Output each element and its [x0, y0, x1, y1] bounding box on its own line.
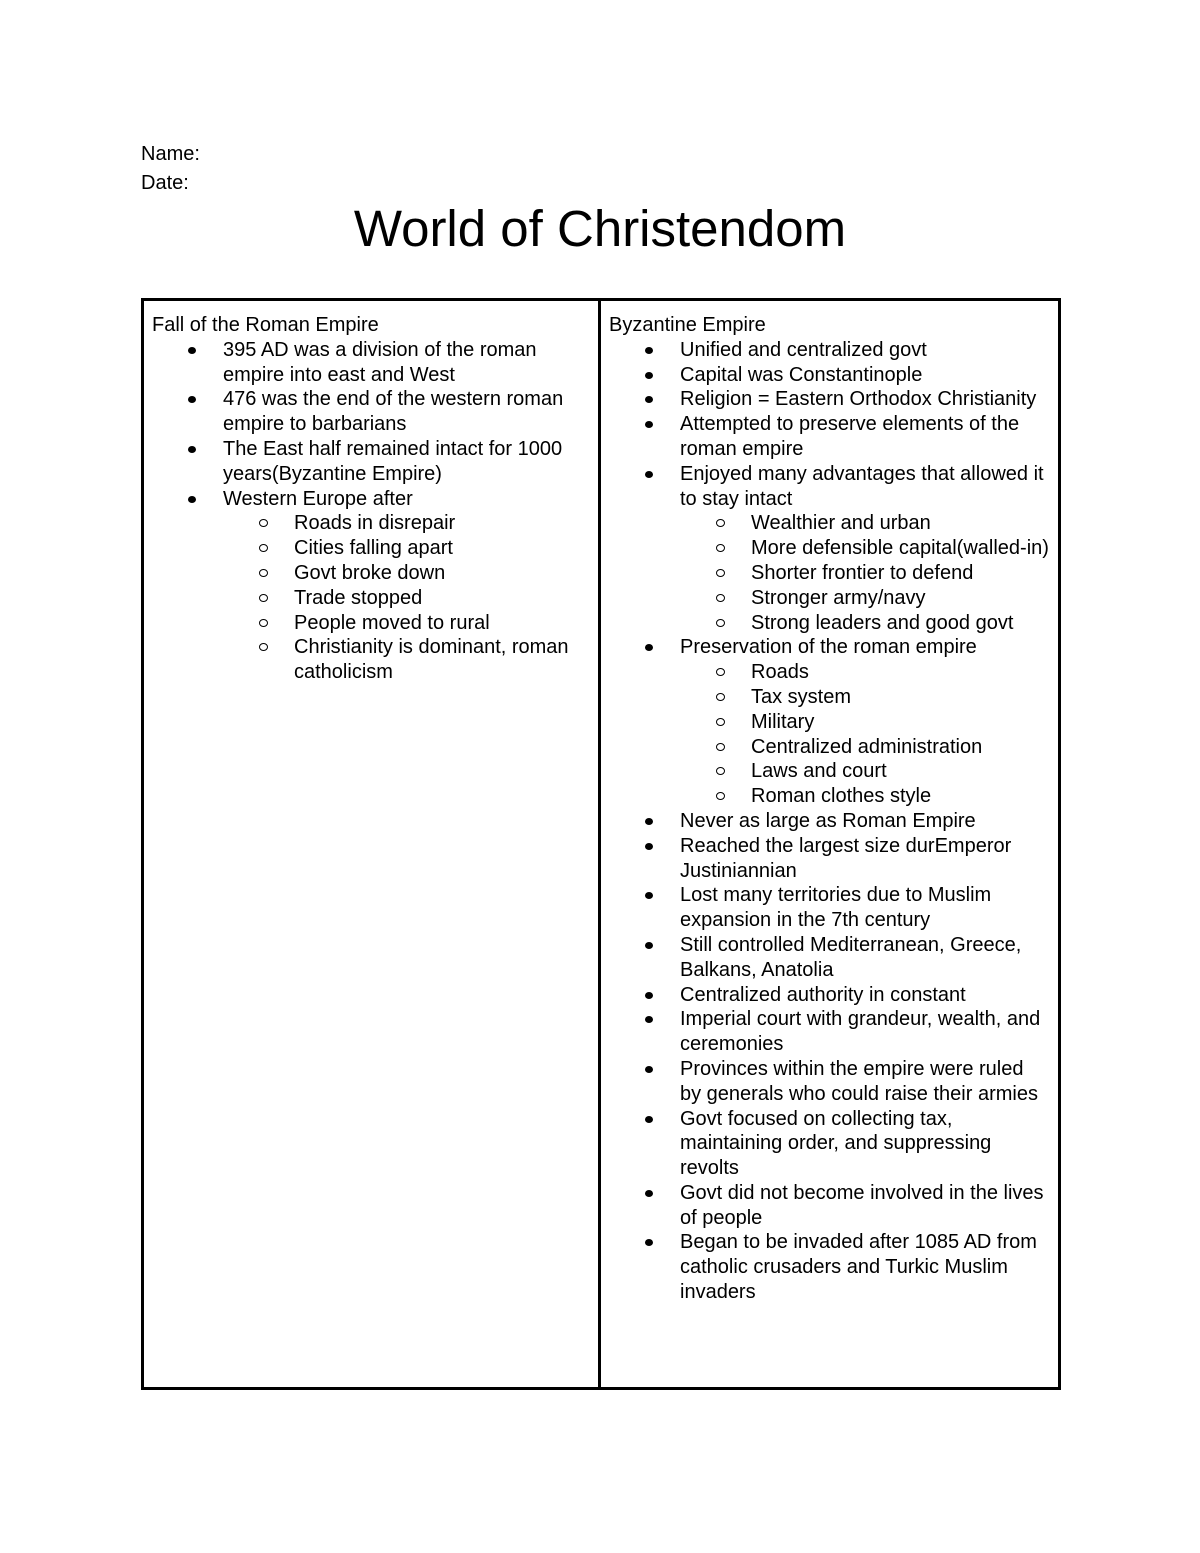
list-item-text: Still controlled Mediterranean, Greece, Balkans, Anatolia [680, 933, 1022, 981]
list-item-text: Religion = Eastern Orthodox Christianity [680, 388, 1037, 411]
sub-list-item [609, 561, 1050, 586]
hollow-bullet-icon [259, 594, 268, 602]
sub-list-item-text: Roads in disrepair [294, 512, 456, 535]
sub-list-item-text: Shorter frontier to defend [751, 561, 974, 584]
list-item-text: Reached the largest size durEmperor Justiniannian [680, 834, 1012, 882]
list-item [152, 387, 590, 437]
page-title: World of Christendom [353, 200, 847, 257]
sub-list-item [609, 735, 1050, 760]
sub-list-item [609, 759, 1050, 784]
list-item [609, 1007, 1050, 1057]
bullet-list [609, 338, 1050, 1305]
filled-bullet-icon [645, 992, 653, 999]
sub-list-item [152, 611, 590, 636]
filled-bullet-icon [645, 1116, 653, 1123]
hollow-bullet-icon [259, 519, 268, 527]
hollow-bullet-icon [716, 792, 725, 800]
sub-list-item [609, 784, 1050, 809]
sub-list-item [152, 561, 590, 586]
list-item [152, 338, 590, 388]
filled-bullet-icon [645, 421, 653, 428]
filled-bullet-icon [645, 644, 653, 651]
sub-list-item [609, 685, 1050, 710]
sub-list-item-text: Trade stopped [294, 586, 423, 609]
sub-bullet-list [152, 511, 590, 685]
list-item-text: Govt did not become involved in the lives of people [680, 1181, 1044, 1229]
hollow-bullet-icon [716, 668, 725, 676]
filled-bullet-icon [645, 1239, 653, 1246]
sub-list-item-text: Strong leaders and good govt [751, 611, 1014, 634]
filled-bullet-icon [645, 372, 653, 379]
list-item [609, 1230, 1050, 1304]
list-item [152, 487, 590, 685]
filled-bullet-icon [188, 496, 196, 503]
filled-bullet-icon [645, 942, 653, 949]
list-item [609, 933, 1050, 983]
filled-bullet-icon [645, 347, 653, 354]
filled-bullet-icon [645, 818, 653, 825]
list-item [609, 412, 1050, 462]
list-item-text: Imperial court with grandeur, wealth, and ceremonies [680, 1008, 1041, 1056]
list-item-text: Centralized authority in constant [680, 983, 966, 1006]
sub-list-item [152, 635, 590, 685]
sub-list-item-text: Stronger army/navy [751, 586, 926, 609]
list-item-text: 476 was the end of the western roman empire to barbarians [223, 388, 564, 436]
sub-list-item-text: Tax system [751, 685, 852, 708]
list-item-text: Provinces within the empire were ruled by generals who could raise their armies [680, 1057, 1038, 1105]
list-item [609, 462, 1050, 636]
bullet-list [152, 338, 590, 685]
list-item-text: Began to be invaded after 1085 AD from catholic crusaders and Turkic Muslim invaders [680, 1231, 1037, 1304]
list-item [609, 834, 1050, 884]
list-item-text: Lost many territories due to Muslim expansion in the 7th century [680, 884, 992, 932]
column-heading: Fall of the Roman Empire [152, 314, 379, 336]
hollow-bullet-icon [259, 569, 268, 577]
sub-list-item-text: Govt broke down [294, 561, 446, 584]
sub-bullet-list [609, 660, 1050, 809]
column-fall-of-roman-empire [144, 301, 601, 1387]
filled-bullet-icon [645, 396, 653, 403]
hollow-bullet-icon [716, 619, 725, 627]
list-item [152, 437, 590, 487]
list-item-text: Capital was Constantinople [680, 363, 923, 386]
filled-bullet-icon [188, 446, 196, 453]
hollow-bullet-icon [716, 718, 725, 726]
sub-list-item-text: Roman clothes style [751, 785, 932, 808]
list-item-text: 395 AD was a division of the roman empire into east and West [223, 338, 537, 386]
list-item-text: Western Europe after [223, 487, 413, 510]
list-item [609, 1107, 1050, 1181]
sub-list-item-text: People moved to rural [294, 611, 490, 634]
hollow-bullet-icon [259, 643, 268, 651]
sub-list-item-text: Wealthier and urban [751, 512, 931, 535]
filled-bullet-icon [188, 347, 196, 354]
hollow-bullet-icon [259, 619, 268, 627]
notes-table [141, 298, 1061, 1390]
filled-bullet-icon [645, 843, 653, 850]
list-item [609, 883, 1050, 933]
filled-bullet-icon [188, 396, 196, 403]
hollow-bullet-icon [716, 743, 725, 751]
sub-list-item-text: Military [751, 710, 815, 733]
list-item [609, 338, 1050, 363]
hollow-bullet-icon [716, 544, 725, 552]
date-label: Date: [141, 172, 189, 194]
list-item [609, 809, 1050, 834]
hollow-bullet-icon [716, 594, 725, 602]
list-item-text: The East half remained intact for 1000 years(Byzantine Empire) [223, 437, 563, 485]
list-item-text: Unified and centralized govt [680, 338, 927, 361]
sub-bullet-list [609, 511, 1050, 635]
hollow-bullet-icon [716, 767, 725, 775]
sub-list-item [152, 536, 590, 561]
column-heading: Byzantine Empire [609, 314, 766, 336]
list-item [609, 363, 1050, 388]
list-item [609, 387, 1050, 412]
sub-list-item-text: Centralized administration [751, 735, 983, 758]
list-item [609, 1057, 1050, 1107]
hollow-bullet-icon [716, 693, 725, 701]
name-label: Name: [141, 143, 200, 165]
column-byzantine-empire [601, 301, 1058, 1387]
list-item-text: Govt focused on collecting tax, maintaining order, and suppressing revolts [680, 1107, 992, 1180]
list-item-text: Attempted to preserve elements of the roman empire [680, 413, 1020, 460]
list-item-text: Never as large as Roman Empire [680, 809, 976, 832]
list-item [609, 635, 1050, 809]
sub-list-item-text: Roads [751, 661, 809, 684]
sub-list-item [609, 710, 1050, 735]
sub-list-item [609, 660, 1050, 685]
sub-list-item [152, 586, 590, 611]
filled-bullet-icon [645, 1190, 653, 1197]
hollow-bullet-icon [716, 569, 725, 577]
list-item [609, 983, 1050, 1008]
list-item-text: Preservation of the roman empire [680, 636, 977, 659]
sub-list-item [609, 511, 1050, 536]
hollow-bullet-icon [716, 519, 725, 527]
list-item-text: Enjoyed many advantages that allowed it to stay intact [680, 462, 1044, 510]
filled-bullet-icon [645, 1066, 653, 1073]
sub-list-item-text: Cities falling apart [294, 537, 453, 560]
sub-list-item [609, 611, 1050, 636]
sub-list-item-text: Laws and court [751, 760, 887, 783]
filled-bullet-icon [645, 1016, 653, 1023]
sub-list-item [609, 536, 1050, 561]
filled-bullet-icon [645, 892, 653, 899]
list-item [609, 1181, 1050, 1231]
hollow-bullet-icon [259, 544, 268, 552]
sub-list-item [152, 511, 590, 536]
sub-list-item-text: More defensible capital(walled-in) [751, 537, 1049, 560]
filled-bullet-icon [645, 471, 653, 478]
sub-list-item-text: Christianity is dominant, roman catholicism [294, 636, 569, 684]
sub-list-item [609, 586, 1050, 611]
